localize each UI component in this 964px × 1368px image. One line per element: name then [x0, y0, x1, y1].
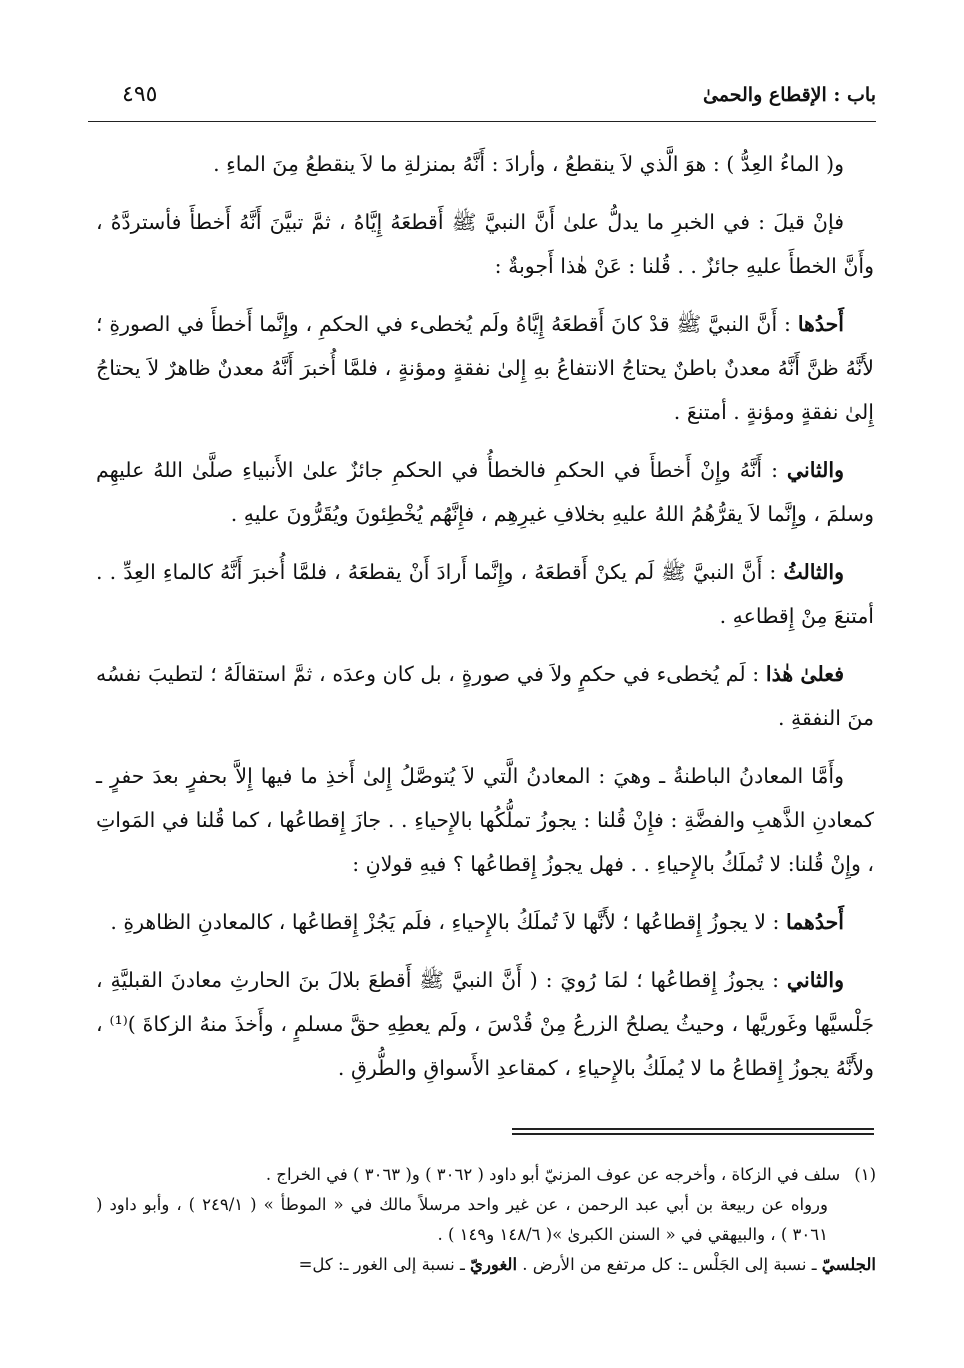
paragraph — [96, 142, 874, 186]
paragraph-text: : لا يجوزُ إِقطاعُها ؛ لأَنَّها لاَ تُملَكُ بالإِحياءِ ، فلَم يَجُزْ إِقطاعُها ، كالمعادنِ الظاهرةِ . — [110, 910, 786, 934]
gloss-term: الغوريّ — [470, 1255, 518, 1274]
page-header — [88, 78, 876, 122]
paragraph — [96, 754, 874, 886]
paragraph — [96, 200, 874, 288]
paragraph-lead: أَحدُهما — [785, 910, 844, 934]
paragraph-text: : أَنَّ النبيَّ ﷺ قدْ كانَ أَقطعَهُ إِيَّاهُ ولَم يُخطىء في الحكمِ ، وإِنَّما أَخطأَ في الصورةِ ؛ لأَنَّهُ ظنَّ أَنَّهُ معدنٌ باطنٌ يحتاجُ الانتفاعُ بهِ إِلىٰ نفقةٍ ومؤنةٍ ، فلمَّا أُخبرَ أَنَّهُ معدنٌ ظاهرٌ لاَ يحتاجُ إِلىٰ نفقةٍ ومؤنةٍ . أمتنعَ . — [96, 312, 874, 424]
paragraph — [96, 448, 874, 536]
paragraph-lead: فعلىٰ هٰذا — [765, 662, 844, 686]
gloss-text: ـ نسبة إلى الغور ـ: كل= — [298, 1255, 471, 1274]
main-text — [96, 142, 874, 1104]
paragraph-lead: والثاني — [786, 968, 844, 992]
paragraph-text: وأَمَّا المعادنُ الباطنةُ ـ وهيَ : المعادنُ الَّتي لاَ يُتوصَّلُ إِلىٰ أَخذِ ما فيها إِلاَّ بحفرٍ بعدَ حفرٍ ـ كمعادنِ الذَّهبِ والفضَّةِ : فإِنْ قُلنا : يجوزُ تملُّكُها بالإِحياءِ . . جازَ إِقطاعُها ، كما قُلنا في المَواتِ ، وإِنْ قُلنا: لا تُملَكُ بالإِحياءِ . . فهل يجوزُ إِقطاعُها ؟ فيهِ قولانِ : — [96, 764, 874, 876]
paragraph — [96, 958, 874, 1090]
gloss-term: الجلسيّ — [821, 1255, 876, 1274]
paragraph-text: : يجوزُ إِقطاعُها ؛ لمَا رُويَ : ( أَنَّ النبيَّ ﷺ أَقطعَ بلالَ بنَ الحارثِ معادنَ القبليَّةِ ، جَلْسيَّها وغَوريَّها ، وحيثُ يصلحُ الزرعُ مِنْ قُدْسَ ، ولَم يعطِهِ حقَّ مسلمٍ ، وأَخذَ منهُ الزكاةَ )⁽¹⁾ ، ولأَنَّهُ يجوزُ إِقطاعُ ما لا يُملَكُ بالإِحياءِ ، كمقاعدِ الأَسواقِ والطُّرقِ . — [96, 968, 875, 1080]
paragraph-text: : لَم يُخطىء في حكمٍ ولاَ في صورةٍ ، بل كان وعدَه ، ثمَّ استقالَهُ ؛ لتطيبَ نفسُه منَ النفقةِ . — [96, 662, 874, 730]
footnote-text: ورواه عن ربيعة بن أبي عبد الرحمن ، عن غير واحد مرسلاً مالك في « الموطأ » ( ٢٤٩/١ ) ، وأبو داود ( ٣٠٦١ ) ، والبيهقي في « السنن الكبرىٰ »( ١٤٨/٦ و١٤٩ ) . — [96, 1195, 828, 1244]
footnote — [96, 1160, 876, 1190]
paragraph-lead: والثالثُ — [783, 560, 844, 584]
page-number: ٤٩٥ — [122, 82, 158, 107]
paragraph-lead: أَحدُها — [797, 312, 844, 336]
paragraph — [96, 302, 874, 434]
running-title: باب : الإقطاع والحمىٰ — [702, 84, 876, 106]
paragraph — [96, 652, 874, 740]
footnote-number: (١) — [854, 1165, 876, 1184]
paragraph-text: و( الماءُ العِدُّ ) : هوَ الَّذي لاَ ينقطعُ ، وأرادَ : أَنَّهُ بمنزلةِ ما لاَ ينقطعُ مِنَ الماءِ . — [213, 152, 844, 176]
gloss-text: ـ نسبة إلى الجَلْس ـ: كل مرتفع من الأرض . — [517, 1255, 822, 1274]
footnote-gloss — [96, 1250, 876, 1280]
paragraph-lead: والثاني — [786, 458, 844, 482]
paragraph-text: : أَنَّ النبيَّ ﷺ لَم يكنْ أَقطعَهُ ، وإِنَّما أَرادَ أَنْ يقطعَهُ ، فلمَّا أُخبرَ أَنَّهُ كالماءِ العِدِّ . . أمتنعَ مِنْ إِقطاعهِ . — [96, 560, 874, 628]
paragraph — [96, 550, 874, 638]
paragraph — [96, 900, 874, 944]
header-rule — [88, 121, 876, 122]
paragraph-text: فإنْ قيلَ : في الخبرِ ما يدلُّ علىٰ أَنَّ النبيَّ ﷺ أَقطعَهُ إِيَّاهُ ، ثمَّ تبيَّنَ أَنَّهُ أَخطأَ فأستردَّهُ ، وأَنَّ الخطأَ عليهِ جائزٌ . . قُلنا : عَنْ هٰذا أَجوبةٌ : — [96, 210, 874, 278]
footnote-separator — [512, 1128, 874, 1130]
footnotes — [96, 1160, 876, 1280]
paragraph-text: : أَنَّهُ وإِنْ أَخطأَ في الحكمِ فالخطأُ في الحكمِ جائزٌ علىٰ الأَنبياءِ صلَّىٰ اللهُ عليهِم وسلمَ ، وإِنَّما لاَ يقرُّهُمُ اللهُ عليهِ بخلافِ غيرِهِم ، فإِنَّهُم يُخْطِئونَ ويُقَرُّونَ عليهِ . — [96, 458, 874, 526]
footnote-text: سلف في الزكاة ، وأخرجه عن عوف المزنيّ أبو داود ( ٣٠٦٢ ) و( ٣٠٦٣ ) في الخراج . — [265, 1165, 841, 1184]
footnote-separator — [512, 1133, 874, 1135]
footnote-continuation — [96, 1190, 876, 1250]
